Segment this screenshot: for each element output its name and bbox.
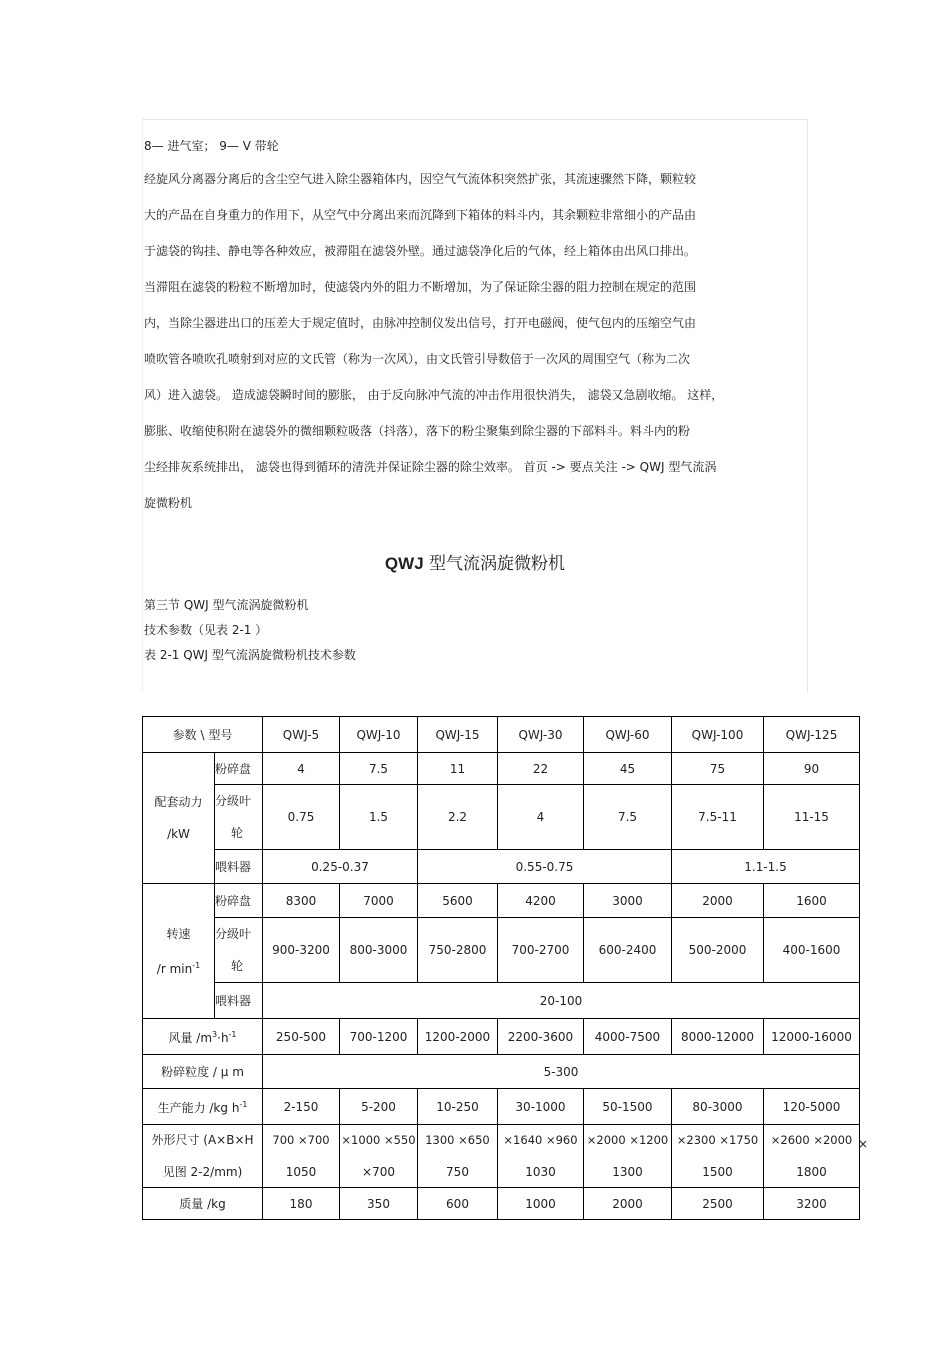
airflow-sup: -1 [228,1030,237,1039]
capacity-label [143,1089,263,1125]
paragraph-line: 内，当除尘器进出口的压差大于规定值时，由脉冲控制仪发出信号，打开电磁阀，使气包内的压缩空气由 [144,316,697,330]
table-cell: 0.25-0.37 [263,850,418,884]
row-label: 粉碎盘 [215,884,263,918]
dim-line1: 700 ×700 [272,1133,330,1147]
table-cell: 7.5 [340,753,418,785]
breadcrumb-line: 尘经排灰系统排出， 滤袋也得到循环的清洗并保证除尘器的除尘效率。 首页 -> 要点关注 -> QWJ 型气流涡 [144,460,717,474]
row-label: 喂料器 [215,983,263,1019]
power-label-line2: /kW [167,827,190,841]
dimensions-label-line1: 外形尺寸 (A×B×H [151,1133,254,1147]
dim-line2: 1300 [612,1165,643,1179]
dim-line2: ×700 [362,1165,395,1179]
airflow-label-text: 风量 /m [168,1031,213,1045]
table-row [143,785,860,850]
table-cell [584,1125,672,1188]
row-label [215,785,263,850]
model-header: QWJ-125 [764,717,860,753]
speed-unit-sup: -1 [192,960,201,970]
table-cell: 8300 [263,884,340,918]
legend-line: 8— 进气室； 9— V 带轮 [144,139,279,153]
airflow-label-mid: ·h [217,1031,229,1045]
table-cell: 50-1500 [584,1089,672,1125]
table-cell: 1.1-1.5 [672,850,860,884]
row-label-line1: 分级叶 [215,794,252,808]
table-row [143,1188,860,1220]
tech-params-line: 技术参数（见表 2-1 ） [144,623,268,637]
dim-line2: 1500 [702,1165,733,1179]
row-label: 质量 /kg [143,1188,263,1220]
dim-line2: 1030 [525,1165,556,1179]
table-cell: 350 [340,1188,418,1220]
table-cell: 4000-7500 [584,1019,672,1055]
dimensions-label [143,1125,263,1188]
dimension-overflow-mark: × [858,1137,869,1151]
paragraph-line: 当滞阻在滤袋的粉粒不断增加时，使滤袋内外的阻力不断增加，为了保证除尘器的阻力控制在规定的范围 [144,280,697,294]
power-label-line1: 配套动力 [154,795,203,809]
row-label [215,918,263,983]
table-cell: 45 [584,753,672,785]
table-cell: 11 [418,753,498,785]
speed-label [143,884,215,1019]
table-cell: 11-15 [764,785,860,850]
table-cell: 2000 [672,884,764,918]
table-cell: 1000 [498,1188,584,1220]
paragraph-line: 经旋风分离器分离后的含尘空气进入除尘器箱体内，因空气气流体积突然扩张，其流速骤然下降，颗粒较 [144,172,697,186]
row-label-line1: 分级叶 [215,927,252,941]
table-cell: 400-1600 [764,918,860,983]
table-cell: 750-2800 [418,918,498,983]
table-row [143,1089,860,1125]
table-cell: 80-3000 [672,1089,764,1125]
table-cell: 2500 [672,1188,764,1220]
table-row [143,918,860,983]
paragraph-line: 膨胀、收缩使积附在滤袋外的微细颗粒吸落（抖落），落下的粉尘聚集到除尘器的下部料斗。料斗内的粉 [144,424,691,438]
dim-line2: 750 [446,1165,469,1179]
table-header-row [143,717,860,753]
row-label-line2: 轮 [231,826,244,840]
table-cell: 600 [418,1188,498,1220]
table-row [143,850,860,884]
dim-line2: 1050 [285,1165,317,1179]
table-cell: 75 [672,753,764,785]
table-cell: 2000 [584,1188,672,1220]
dim-line2: 1800 [796,1165,827,1179]
table-cell: 7000 [340,884,418,918]
title-rest: 型气流涡旋微粉机 [423,554,566,574]
table-row [143,884,860,918]
table-row [143,1125,860,1188]
power-label [143,753,215,884]
table-cell [672,1125,764,1188]
corner-cell: 参数 \ 型号 [143,717,263,753]
model-header: QWJ-5 [263,717,340,753]
table-cell: 700-2700 [498,918,584,983]
table-cell: 2-150 [263,1089,340,1125]
table-cell: 5-300 [263,1055,860,1089]
paragraph-line: 于滤袋的钩挂、静电等各种效应，被滞阻在滤袋外壁。通过滤袋净化后的气体，经上箱体由出风口排出。 [144,244,697,258]
table-row [143,1019,860,1055]
table-cell: 900-3200 [263,918,340,983]
paragraph-line: 旋微粉机 [144,496,193,510]
speed-label-line2 [143,958,214,977]
table-cell: 3200 [764,1188,860,1220]
table-cell: 12000-16000 [764,1019,860,1055]
table-cell [764,1125,860,1188]
paragraph-line: 风）进入滤袋。 造成滤袋瞬时间的膨胀， 由于反向脉冲气流的冲击作用很快消失， 滤袋又急剧收缩。 这样， [144,388,724,402]
table-cell [418,1125,498,1188]
dim-line1 [764,1132,859,1148]
dim-line1: ×1000 ×550 [341,1133,416,1147]
airflow-sup: 3 [212,1030,218,1039]
table-cell: 120-5000 [764,1089,860,1125]
table-cell: 7.5-11 [672,785,764,850]
table-cell: 0.75 [263,785,340,850]
table-cell: 500-2000 [672,918,764,983]
spec-table [142,716,860,1220]
table-cell: 7.5 [584,785,672,850]
table-cell: 22 [498,753,584,785]
row-label: 粉碎粒度 / μ m [143,1055,263,1089]
capacity-sup: -1 [239,1100,248,1109]
table-cell: 4 [498,785,584,850]
row-label-line2: 轮 [231,959,244,973]
dim-line1: ×2300 ×1750 [676,1133,759,1147]
page-title [0,549,950,574]
table-cell: 0.55-0.75 [418,850,672,884]
model-header: QWJ-15 [418,717,498,753]
table-cell: 10-250 [418,1089,498,1125]
table-cell: 250-500 [263,1019,340,1055]
paragraph-line: 喷吹管各喷吹孔喷射到对应的文氏管（称为一次风），由文氏管引导数倍于一次风的周围空气（称为二次 [144,352,691,366]
row-label: 喂料器 [215,850,263,884]
speed-label-line1: 转速 [166,926,191,941]
capacity-label-text: 生产能力 /kg h [157,1101,240,1115]
dim-line1: ×1640 ×960 [503,1133,578,1147]
speed-unit: /r min [156,961,193,976]
model-header: QWJ-30 [498,717,584,753]
table-row [143,753,860,785]
table-cell: 90 [764,753,860,785]
table-row [143,1055,860,1089]
model-header: QWJ-60 [584,717,672,753]
table-cell: 600-2400 [584,918,672,983]
table-cell: 20-100 [263,983,860,1019]
table-cell [263,1125,340,1188]
table-cell: 1200-2000 [418,1019,498,1055]
table-caption: 表 2-1 QWJ 型气流涡旋微粉机技术参数 [144,648,356,662]
dim-line1: ×2000 ×1200 [586,1133,669,1147]
table-cell: 800-3000 [340,918,418,983]
table-cell [340,1125,418,1188]
table-cell: 8000-12000 [672,1019,764,1055]
table-cell: 1600 [764,884,860,918]
table-cell: 700-1200 [340,1019,418,1055]
table-cell [498,1125,584,1188]
section-heading: 第三节 QWJ 型气流涡旋微粉机 [144,598,309,612]
row-label: 粉碎盘 [215,753,263,785]
dim-line1-text: ×2600 ×2000 [770,1133,853,1147]
airflow-label [143,1019,263,1055]
model-header: QWJ-100 [672,717,764,753]
model-header: QWJ-10 [340,717,418,753]
dimensions-label-line2: 见图 2-2/mm) [162,1165,243,1179]
table-cell: 30-1000 [498,1089,584,1125]
table-cell: 180 [263,1188,340,1220]
dim-line1: 1300 ×650 [425,1133,490,1147]
table-cell: 2.2 [418,785,498,850]
table-cell: 5600 [418,884,498,918]
table-cell: 5-200 [340,1089,418,1125]
table-cell: 3000 [584,884,672,918]
title-latin: QWJ [384,554,424,573]
table-cell: 4200 [498,884,584,918]
table-row [143,983,860,1019]
paragraph-line: 大的产品在自身重力的作用下，从空气中分离出来而沉降到下箱体的料斗内，其余颗粒非常细小的产品由 [144,208,697,222]
table-cell: 2200-3600 [498,1019,584,1055]
table-cell: 4 [263,753,340,785]
table-cell: 1.5 [340,785,418,850]
